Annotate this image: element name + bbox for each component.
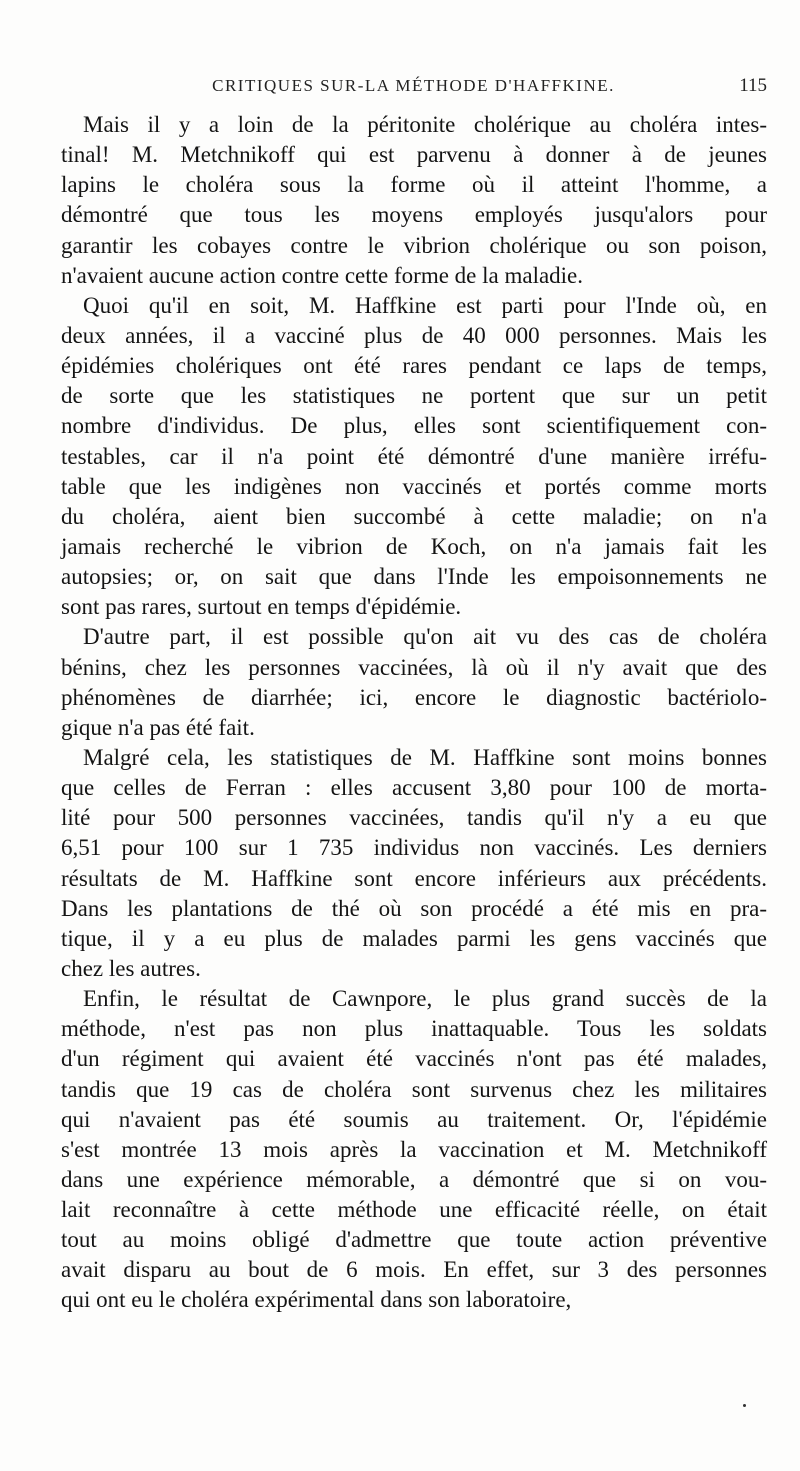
text-line: Dans les plantations de thé où son procédé a été mis en pra- <box>61 895 767 921</box>
text-line: chez les autres. <box>61 955 201 981</box>
text-line: jamais recherché le vibrion de Koch, on n'a jamais fait les <box>61 533 767 559</box>
text-line: n'avaient aucune action contre cette forme de la maladie. <box>61 262 584 288</box>
text-line: démontré que tous les moyens employés jusqu'alors pour <box>61 202 767 228</box>
paragraph <box>61 110 767 291</box>
text-line: bénins, chez les personnes vaccinées, là où il n'y avait que des <box>61 654 767 680</box>
text-line: d'un régiment qui avaient été vaccinés n'ont pas été malades, <box>61 1046 767 1072</box>
text-line: lait reconnaître à cette méthode une efficacité réelle, on était <box>61 1197 767 1223</box>
text-line: résultats de M. Haffkine sont encore inférieurs aux précédents. <box>61 865 767 891</box>
text-line: s'est montrée 13 mois après la vaccination et M. Metchnikoff <box>61 1136 767 1162</box>
text-line: dans une expérience mémorable, a démontré que si on vou- <box>61 1166 767 1192</box>
text-line: phénomènes de diarrhée; ici, encore le diagnostic bactériolo- <box>61 684 767 710</box>
page-header <box>60 76 767 102</box>
text-line: qui ont eu le choléra expérimental dans son laboratoire, <box>61 1287 572 1313</box>
text-line: tique, il y a eu plus de malades parmi les gens vaccinés que <box>61 925 767 951</box>
text-line: tinal! M. Metchnikoff qui est parvenu à donner à de jeunes <box>61 142 767 168</box>
text-line: D'autre part, il est possible qu'on ait vu des cas de choléra <box>83 624 767 650</box>
text-line: méthode, n'est pas non plus inattaquable. Tous les soldats <box>61 1016 767 1042</box>
paragraph <box>61 291 767 623</box>
text-line: nombre d'individus. De plus, elles sont scientifiquement con- <box>61 413 767 439</box>
text-line: lité pour 500 personnes vaccinées, tandis qu'il n'y a eu que <box>61 805 767 831</box>
paragraph <box>61 984 767 1316</box>
paragraph <box>61 743 767 984</box>
text-line: épidémies cholériques ont été rares pendant ce laps de temps, <box>61 353 767 379</box>
text-line: Malgré cela, les statistiques de M. Haffkine sont moins bonnes <box>83 744 767 770</box>
running-title: CRITIQUES SUR-LA MÉTHODE D'HAFFKINE. <box>212 76 615 95</box>
text-line: gique n'a pas été fait. <box>61 714 255 740</box>
text-line: table que les indigènes non vaccinés et portés comme morts <box>61 473 767 499</box>
page-number: 115 <box>739 75 767 96</box>
text-line: deux années, il a vacciné plus de 40 000 personnes. Mais les <box>61 322 767 348</box>
text-line: autopsies; or, on sait que dans l'Inde les empoisonnements ne <box>61 564 767 590</box>
text-line: Mais il y a loin de la péritonite cholérique au choléra intes- <box>83 112 767 137</box>
ink-speck <box>743 1404 746 1407</box>
text-line: Enfin, le résultat de Cawnpore, le plus grand succès de la <box>83 986 767 1012</box>
text-line: tout au moins obligé d'admettre que toute action préventive <box>61 1227 767 1253</box>
body-text <box>61 110 767 1316</box>
text-line: que celles de Ferran : elles accusent 3,80 pour 100 de morta- <box>61 775 767 801</box>
text-line: lapins le choléra sous la forme où il atteint l'homme, a <box>61 172 767 198</box>
text-line: qui n'avaient pas été soumis au traitement. Or, l'épidémie <box>61 1106 767 1132</box>
text-line: du choléra, aient bien succombé à cette maladie; on n'a <box>61 503 767 529</box>
paragraph <box>61 622 767 743</box>
text-line: 6,51 pour 100 sur 1 735 individus non vaccinés. Les derniers <box>61 835 767 861</box>
text-line: tandis que 19 cas de choléra sont survenus chez les militaires <box>61 1076 767 1102</box>
text-line: Quoi qu'il en soit, M. Haffkine est parti pour l'Inde où, en <box>83 292 767 318</box>
text-line: sont pas rares, surtout en temps d'épidémie. <box>61 594 462 620</box>
text-line: testables, car il n'a point été démontré d'une manière irréfu- <box>61 443 767 469</box>
text-line: garantir les cobayes contre le vibrion cholérique ou son poison, <box>61 232 767 258</box>
text-line: de sorte que les statistiques ne portent que sur un petit <box>61 383 767 409</box>
text-line: avait disparu au bout de 6 mois. En effet, sur 3 des personnes <box>61 1257 767 1283</box>
